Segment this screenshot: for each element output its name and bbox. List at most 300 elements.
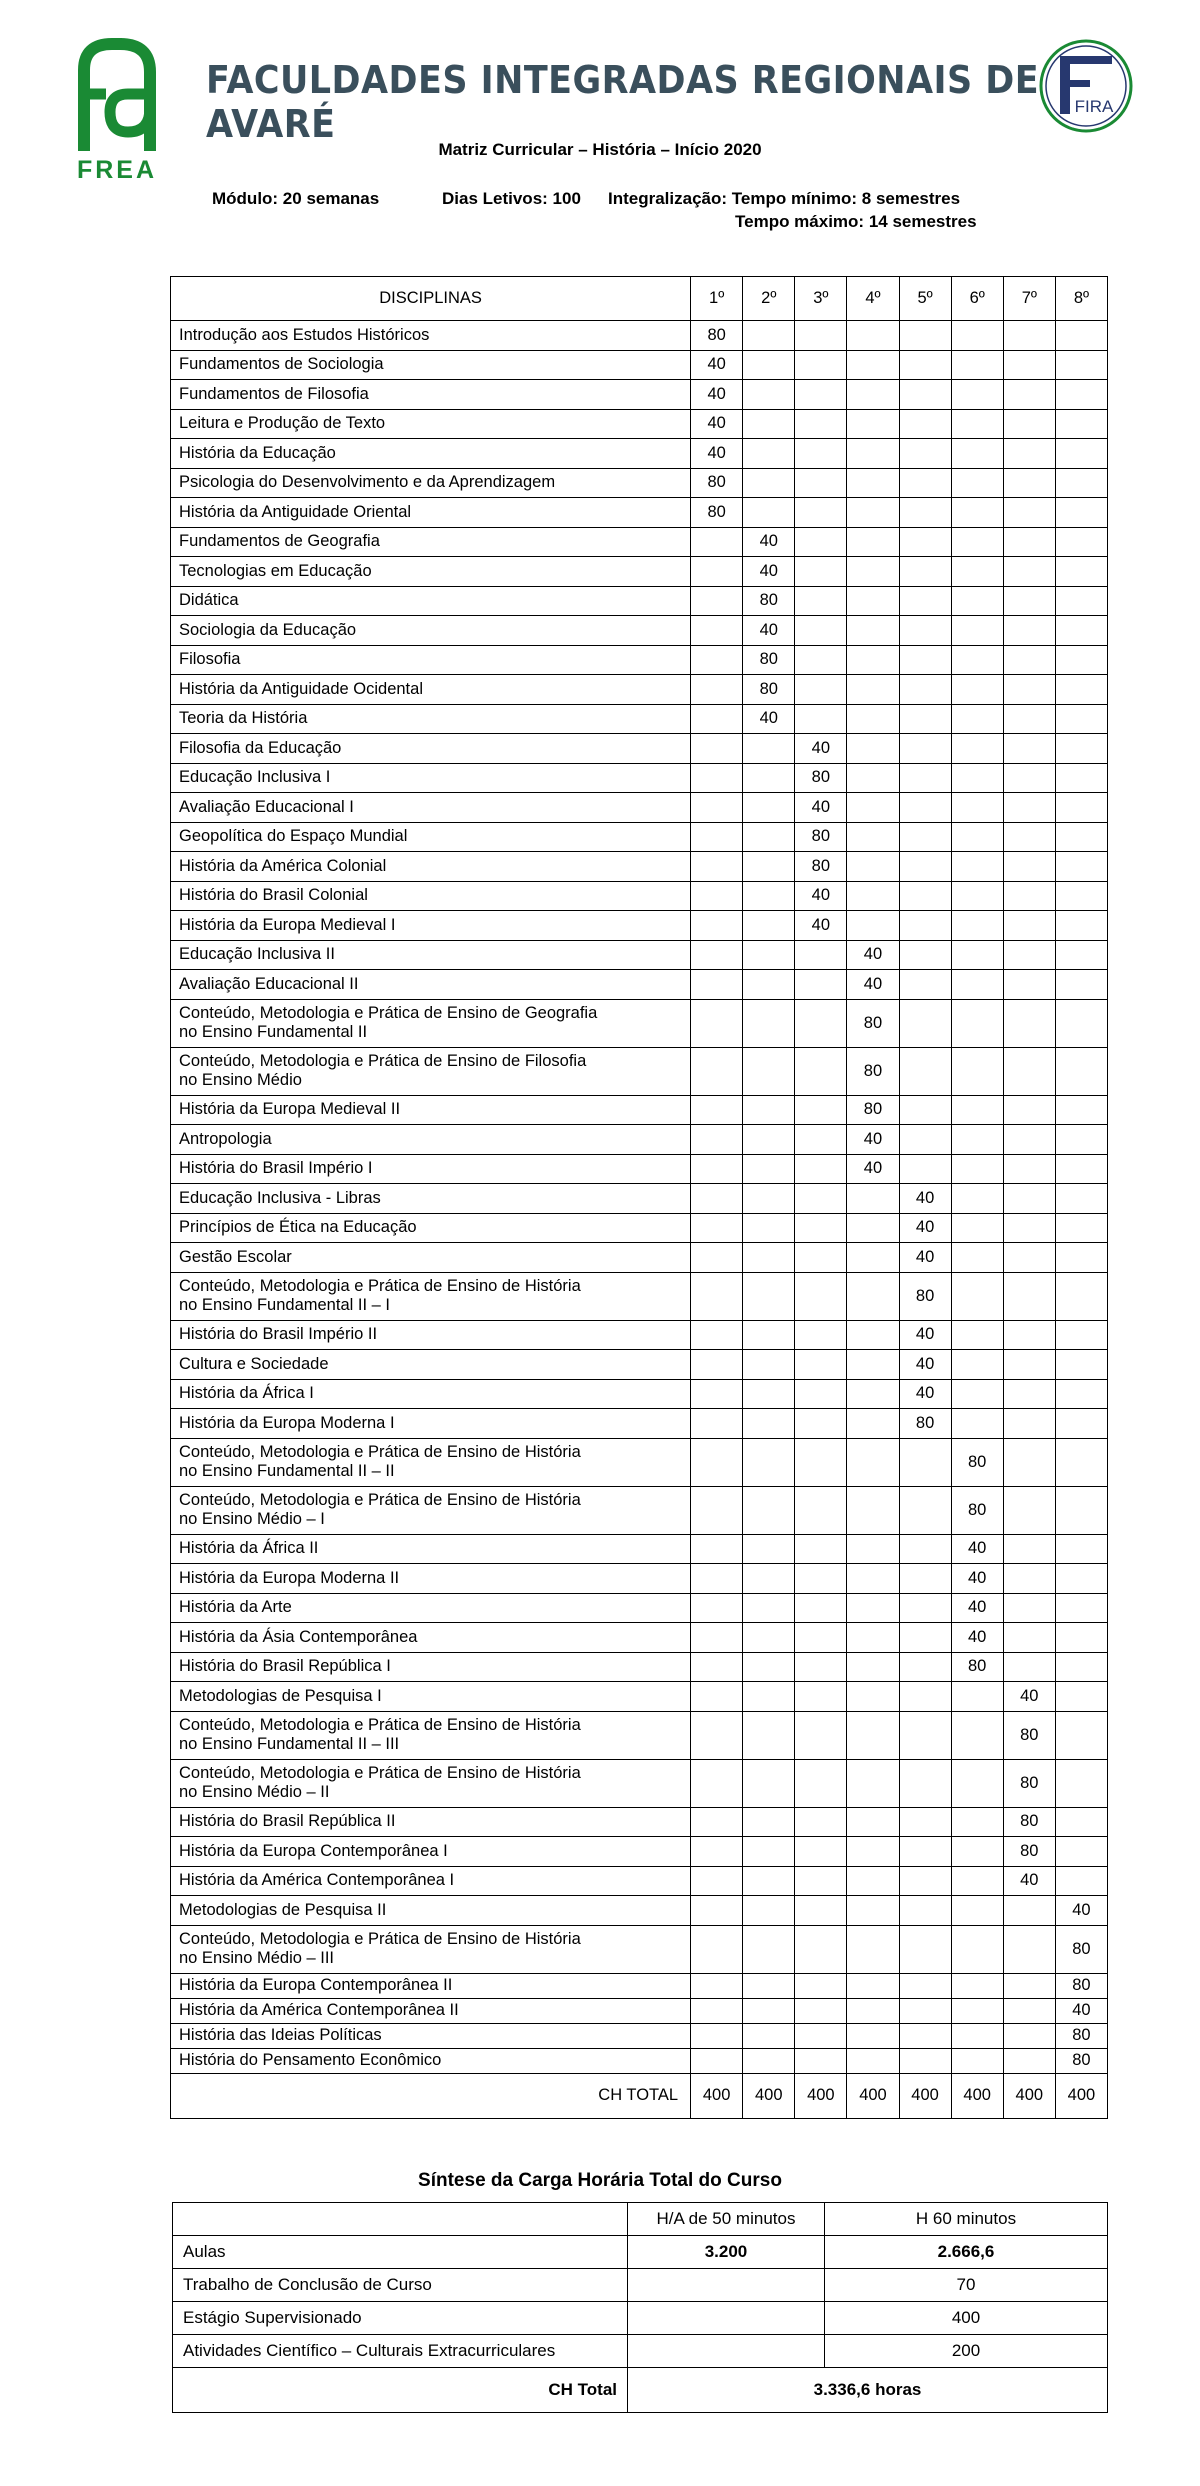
discipline-name-line: História da Arte xyxy=(179,1598,292,1617)
summary-h-value: 400 xyxy=(825,2302,1108,2335)
table-row xyxy=(171,1047,1108,1095)
empty-cell xyxy=(743,1759,795,1807)
empty-cell xyxy=(1055,1652,1107,1682)
frea-logo-text: FREA xyxy=(76,156,158,184)
empty-cell xyxy=(743,1973,795,1998)
empty-cell xyxy=(691,1243,743,1273)
table-row xyxy=(171,852,1108,882)
empty-cell xyxy=(795,1682,847,1712)
empty-cell xyxy=(795,1379,847,1409)
hours-cell: 40 xyxy=(847,970,899,1000)
empty-cell xyxy=(847,1379,899,1409)
summary-label: Atividades Científico – Culturais Extracurriculares xyxy=(173,2335,628,2368)
discipline-name xyxy=(171,1925,691,1973)
empty-cell xyxy=(1055,1213,1107,1243)
discipline-name xyxy=(171,380,691,410)
hours-cell: 40 xyxy=(899,1320,951,1350)
empty-cell xyxy=(743,1896,795,1926)
hours-cell: 80 xyxy=(1055,2048,1107,2073)
empty-cell xyxy=(691,734,743,764)
empty-cell xyxy=(899,409,951,439)
empty-cell xyxy=(1055,852,1107,882)
frea-lettermark-icon xyxy=(76,36,158,154)
discipline-name-line: Fundamentos de Sociologia xyxy=(179,355,384,374)
ch-total-row xyxy=(171,2073,1108,2118)
empty-cell xyxy=(743,881,795,911)
empty-cell xyxy=(899,1593,951,1623)
empty-cell xyxy=(951,1998,1003,2023)
empty-cell xyxy=(1003,1243,1055,1273)
hours-cell: 40 xyxy=(691,380,743,410)
empty-cell xyxy=(743,763,795,793)
semester-header: 7º xyxy=(1003,277,1055,321)
empty-cell xyxy=(1003,911,1055,941)
institution-title: FACULDADES INTEGRADAS REGIONAIS DE AVARÉ xyxy=(206,58,1040,146)
empty-cell xyxy=(691,1047,743,1095)
empty-cell xyxy=(899,468,951,498)
empty-cell xyxy=(847,911,899,941)
empty-cell xyxy=(1003,1184,1055,1214)
empty-cell xyxy=(795,704,847,734)
table-row xyxy=(171,763,1108,793)
empty-cell xyxy=(691,822,743,852)
empty-cell xyxy=(691,1998,743,2023)
empty-cell xyxy=(795,350,847,380)
hours-cell: 80 xyxy=(743,586,795,616)
hours-cell: 40 xyxy=(795,911,847,941)
empty-cell xyxy=(795,940,847,970)
empty-cell xyxy=(1003,1896,1055,1926)
empty-cell xyxy=(795,1409,847,1439)
empty-cell xyxy=(847,1711,899,1759)
empty-cell xyxy=(951,2023,1003,2048)
empty-cell xyxy=(1055,793,1107,823)
hours-cell: 40 xyxy=(743,616,795,646)
tempo-maximo-info: Tempo máximo: 14 semestres xyxy=(735,212,977,231)
empty-cell xyxy=(951,1682,1003,1712)
integralizacao-info: Integralização: Tempo mínimo: 8 semestres xyxy=(608,189,961,208)
empty-cell xyxy=(743,439,795,469)
hours-cell: 40 xyxy=(691,350,743,380)
empty-cell xyxy=(743,1047,795,1095)
discipline-name xyxy=(171,1320,691,1350)
empty-cell xyxy=(1055,1047,1107,1095)
discipline-name-line: Conteúdo, Metodologia e Prática de Ensino de História xyxy=(179,1491,581,1509)
empty-cell xyxy=(743,1534,795,1564)
empty-cell xyxy=(743,822,795,852)
empty-cell xyxy=(691,675,743,705)
empty-cell xyxy=(795,380,847,410)
empty-cell xyxy=(1003,734,1055,764)
empty-cell xyxy=(743,1998,795,2023)
empty-cell xyxy=(691,1837,743,1867)
discipline-name xyxy=(171,645,691,675)
discipline-name xyxy=(171,498,691,528)
discipline-name xyxy=(171,1438,691,1486)
hours-cell: 80 xyxy=(743,675,795,705)
empty-cell xyxy=(1003,439,1055,469)
hours-cell: 40 xyxy=(951,1593,1003,1623)
discipline-name-line: Antropologia xyxy=(179,1129,272,1148)
empty-cell xyxy=(743,1095,795,1125)
empty-cell xyxy=(743,970,795,1000)
discipline-name xyxy=(171,940,691,970)
hours-cell: 80 xyxy=(1003,1837,1055,1867)
empty-cell xyxy=(847,439,899,469)
empty-cell xyxy=(1003,350,1055,380)
empty-cell xyxy=(743,1652,795,1682)
empty-cell xyxy=(1003,645,1055,675)
discipline-name xyxy=(171,2023,691,2048)
empty-cell xyxy=(847,468,899,498)
empty-cell xyxy=(795,1047,847,1095)
empty-cell xyxy=(899,881,951,911)
empty-cell xyxy=(1055,1095,1107,1125)
dias-letivos-info: Dias Letivos: 100 xyxy=(442,189,581,208)
hours-cell: 40 xyxy=(899,1243,951,1273)
discipline-name-line: no Ensino Fundamental II – II xyxy=(179,1462,395,1480)
empty-cell xyxy=(1003,1125,1055,1155)
empty-cell xyxy=(743,1154,795,1184)
empty-cell xyxy=(899,2048,951,2073)
hours-cell: 40 xyxy=(795,734,847,764)
empty-cell xyxy=(795,586,847,616)
empty-cell xyxy=(899,1047,951,1095)
discipline-name xyxy=(171,468,691,498)
discipline-name xyxy=(171,1213,691,1243)
discipline-name-line: Filosofia xyxy=(179,650,241,669)
discipline-name xyxy=(171,1652,691,1682)
empty-cell xyxy=(899,1154,951,1184)
discipline-name xyxy=(171,675,691,705)
discipline-name xyxy=(171,911,691,941)
discipline-name xyxy=(171,1807,691,1837)
hours-cell: 40 xyxy=(951,1534,1003,1564)
empty-cell xyxy=(951,468,1003,498)
discipline-name-line: Cultura e Sociedade xyxy=(179,1354,329,1373)
empty-cell xyxy=(691,1095,743,1125)
empty-cell xyxy=(691,586,743,616)
hours-cell: 80 xyxy=(691,498,743,528)
empty-cell xyxy=(691,1593,743,1623)
empty-cell xyxy=(899,586,951,616)
empty-cell xyxy=(847,822,899,852)
table-row xyxy=(171,1925,1108,1973)
empty-cell xyxy=(743,734,795,764)
discipline-name xyxy=(171,1593,691,1623)
empty-cell xyxy=(899,793,951,823)
empty-cell xyxy=(1003,1213,1055,1243)
discipline-name-line: História das Ideias Políticas xyxy=(179,2026,382,2044)
ha-header: H/A de 50 minutos xyxy=(628,2203,825,2236)
discipline-name xyxy=(171,2048,691,2073)
empty-cell xyxy=(691,1184,743,1214)
empty-cell xyxy=(951,1973,1003,1998)
empty-cell xyxy=(847,350,899,380)
table-row xyxy=(171,616,1108,646)
empty-cell xyxy=(951,793,1003,823)
ch-total-value: 400 xyxy=(1055,2073,1107,2118)
discipline-name xyxy=(171,1486,691,1534)
empty-cell xyxy=(951,822,1003,852)
empty-cell xyxy=(743,940,795,970)
empty-cell xyxy=(951,380,1003,410)
empty-cell xyxy=(795,1320,847,1350)
empty-cell xyxy=(951,645,1003,675)
empty-cell xyxy=(795,1711,847,1759)
table-row xyxy=(171,1486,1108,1534)
empty-cell xyxy=(847,675,899,705)
empty-cell xyxy=(1003,763,1055,793)
empty-cell xyxy=(1055,645,1107,675)
hours-cell: 80 xyxy=(1003,1711,1055,1759)
discipline-name-line: Fundamentos de Geografia xyxy=(179,532,380,551)
empty-cell xyxy=(951,498,1003,528)
empty-cell xyxy=(899,645,951,675)
summary-table xyxy=(172,2202,1108,2413)
summary-ha-value xyxy=(628,2302,825,2335)
empty-cell xyxy=(951,1925,1003,1973)
empty-cell xyxy=(691,1320,743,1350)
empty-cell xyxy=(743,1320,795,1350)
empty-cell xyxy=(1003,586,1055,616)
empty-cell xyxy=(795,999,847,1047)
empty-cell xyxy=(1003,1564,1055,1594)
discipline-name-line: Sociologia da Educação xyxy=(179,620,357,639)
discipline-name-line: História da África I xyxy=(179,1384,314,1403)
empty-cell xyxy=(1003,1379,1055,1409)
empty-cell xyxy=(691,616,743,646)
hours-cell: 80 xyxy=(1055,1925,1107,1973)
empty-cell xyxy=(899,1125,951,1155)
discipline-name-line: História da Educação xyxy=(179,443,336,462)
empty-cell xyxy=(1003,1154,1055,1184)
empty-cell xyxy=(951,1896,1003,1926)
empty-cell xyxy=(743,1272,795,1320)
empty-cell xyxy=(1055,527,1107,557)
empty-cell xyxy=(951,675,1003,705)
empty-cell xyxy=(847,763,899,793)
empty-cell xyxy=(743,498,795,528)
empty-cell xyxy=(795,321,847,351)
empty-cell xyxy=(847,498,899,528)
summary-label: Trabalho de Conclusão de Curso xyxy=(173,2269,628,2302)
discipline-name xyxy=(171,852,691,882)
discipline-name-line: Educação Inclusiva - Libras xyxy=(179,1188,381,1207)
discipline-name-line: Conteúdo, Metodologia e Prática de Ensino de História xyxy=(179,1443,581,1461)
hours-cell: 40 xyxy=(795,793,847,823)
fira-logo-text: FIRA xyxy=(1074,97,1114,116)
empty-cell xyxy=(951,1759,1003,1807)
empty-cell xyxy=(795,1095,847,1125)
empty-cell xyxy=(1055,1409,1107,1439)
hours-cell: 80 xyxy=(795,763,847,793)
empty-cell xyxy=(795,970,847,1000)
empty-cell xyxy=(795,1998,847,2023)
empty-cell xyxy=(899,734,951,764)
empty-cell xyxy=(847,1652,899,1682)
empty-cell xyxy=(795,409,847,439)
empty-cell xyxy=(847,1534,899,1564)
empty-cell xyxy=(899,1925,951,1973)
empty-cell xyxy=(899,1486,951,1534)
empty-cell xyxy=(795,527,847,557)
empty-cell xyxy=(795,1896,847,1926)
summary-h-value: 70 xyxy=(825,2269,1108,2302)
empty-cell xyxy=(899,852,951,882)
empty-cell xyxy=(691,1759,743,1807)
table-row xyxy=(171,881,1108,911)
empty-cell xyxy=(1003,468,1055,498)
discipline-name-line: História da Europa Medieval I xyxy=(179,915,396,934)
empty-cell xyxy=(899,911,951,941)
empty-cell xyxy=(1055,586,1107,616)
empty-cell xyxy=(951,1047,1003,1095)
discipline-name-line: no Ensino Médio – II xyxy=(179,1783,330,1801)
table-row xyxy=(171,1213,1108,1243)
empty-cell xyxy=(1055,999,1107,1047)
table-row xyxy=(171,1350,1108,1380)
table-row xyxy=(171,1896,1108,1926)
empty-cell xyxy=(1055,321,1107,351)
table-row xyxy=(171,1243,1108,1273)
empty-cell xyxy=(795,1534,847,1564)
empty-cell xyxy=(1003,616,1055,646)
hours-cell: 80 xyxy=(795,852,847,882)
empty-cell xyxy=(951,1125,1003,1155)
empty-cell xyxy=(951,1320,1003,1350)
semester-header: 4º xyxy=(847,277,899,321)
discipline-name-line: Metodologias de Pesquisa II xyxy=(179,1900,387,1919)
table-row xyxy=(171,1652,1108,1682)
empty-cell xyxy=(847,1807,899,1837)
table-row xyxy=(171,321,1108,351)
empty-cell xyxy=(743,1837,795,1867)
hours-cell: 80 xyxy=(899,1409,951,1439)
empty-cell xyxy=(899,1759,951,1807)
empty-cell xyxy=(847,1320,899,1350)
table-row xyxy=(171,1807,1108,1837)
table-row xyxy=(171,468,1108,498)
empty-cell xyxy=(1055,468,1107,498)
empty-cell xyxy=(951,527,1003,557)
discipline-name-line: História da Europa Contemporânea I xyxy=(179,1841,448,1860)
empty-cell xyxy=(951,852,1003,882)
empty-cell xyxy=(743,1409,795,1439)
table-row xyxy=(171,1623,1108,1653)
table-row xyxy=(171,2048,1108,2073)
summary-row xyxy=(173,2335,1108,2368)
discipline-name xyxy=(171,793,691,823)
hours-cell: 80 xyxy=(691,468,743,498)
semester-header: 1º xyxy=(691,277,743,321)
hours-cell: 80 xyxy=(951,1438,1003,1486)
empty-cell xyxy=(847,1973,899,1998)
table-row xyxy=(171,586,1108,616)
empty-cell xyxy=(847,1623,899,1653)
empty-cell xyxy=(951,704,1003,734)
table-header-row xyxy=(171,277,1108,321)
ch-total-value: 400 xyxy=(951,2073,1003,2118)
empty-cell xyxy=(951,1350,1003,1380)
empty-cell xyxy=(951,1837,1003,1867)
ch-total-value: 400 xyxy=(743,2073,795,2118)
empty-cell xyxy=(899,1652,951,1682)
summary-ha-value xyxy=(628,2269,825,2302)
hours-cell: 80 xyxy=(1003,1807,1055,1837)
empty-cell xyxy=(1003,1652,1055,1682)
discipline-name-line: História da Antiguidade Oriental xyxy=(179,502,412,521)
semester-header: 8º xyxy=(1055,277,1107,321)
empty-cell xyxy=(847,557,899,587)
discipline-name-line: História da Europa Contemporânea II xyxy=(179,1976,453,1994)
empty-cell xyxy=(691,704,743,734)
empty-cell xyxy=(847,852,899,882)
empty-cell xyxy=(847,1866,899,1896)
empty-cell xyxy=(847,1998,899,2023)
table-row xyxy=(171,1409,1108,1439)
empty-cell xyxy=(951,1154,1003,1184)
empty-cell xyxy=(951,940,1003,970)
discipline-name-line: Educação Inclusiva I xyxy=(179,768,331,787)
empty-cell xyxy=(1055,1682,1107,1712)
empty-cell xyxy=(847,409,899,439)
empty-cell xyxy=(1003,557,1055,587)
empty-cell xyxy=(951,350,1003,380)
hours-cell: 80 xyxy=(743,645,795,675)
discipline-name xyxy=(171,999,691,1047)
table-row xyxy=(171,1866,1108,1896)
empty-cell xyxy=(743,321,795,351)
discipline-name-line: História da América Contemporânea I xyxy=(179,1871,455,1890)
empty-cell xyxy=(691,1682,743,1712)
ch-total-value: 400 xyxy=(691,2073,743,2118)
summary-row xyxy=(173,2269,1108,2302)
hours-cell: 80 xyxy=(899,1272,951,1320)
empty-cell xyxy=(1003,1272,1055,1320)
empty-cell xyxy=(743,999,795,1047)
table-row xyxy=(171,1320,1108,1350)
empty-cell xyxy=(899,940,951,970)
hours-cell: 80 xyxy=(1003,1759,1055,1807)
hours-cell: 80 xyxy=(1055,2023,1107,2048)
semester-header: 5º xyxy=(899,277,951,321)
ch-total-label: CH TOTAL xyxy=(171,2073,691,2118)
empty-cell xyxy=(743,468,795,498)
empty-cell xyxy=(847,645,899,675)
empty-cell xyxy=(951,763,1003,793)
hours-cell: 80 xyxy=(847,999,899,1047)
discipline-name xyxy=(171,1184,691,1214)
hours-cell: 40 xyxy=(743,557,795,587)
curriculum-table xyxy=(170,276,1108,2119)
empty-cell xyxy=(847,1243,899,1273)
discipline-name-line: Avaliação Educacional II xyxy=(179,974,359,993)
empty-cell xyxy=(951,409,1003,439)
hours-cell: 40 xyxy=(899,1213,951,1243)
empty-cell xyxy=(951,1243,1003,1273)
empty-cell xyxy=(743,1866,795,1896)
empty-cell xyxy=(691,1925,743,1973)
discipline-name xyxy=(171,527,691,557)
discipline-name xyxy=(171,1243,691,1273)
empty-cell xyxy=(795,616,847,646)
empty-cell xyxy=(691,527,743,557)
hours-cell: 80 xyxy=(951,1652,1003,1682)
empty-cell xyxy=(1055,1486,1107,1534)
discipline-name-line: no Ensino Fundamental II – III xyxy=(179,1735,400,1753)
discipline-name-line: Conteúdo, Metodologia e Prática de Ensino de História xyxy=(179,1930,581,1948)
